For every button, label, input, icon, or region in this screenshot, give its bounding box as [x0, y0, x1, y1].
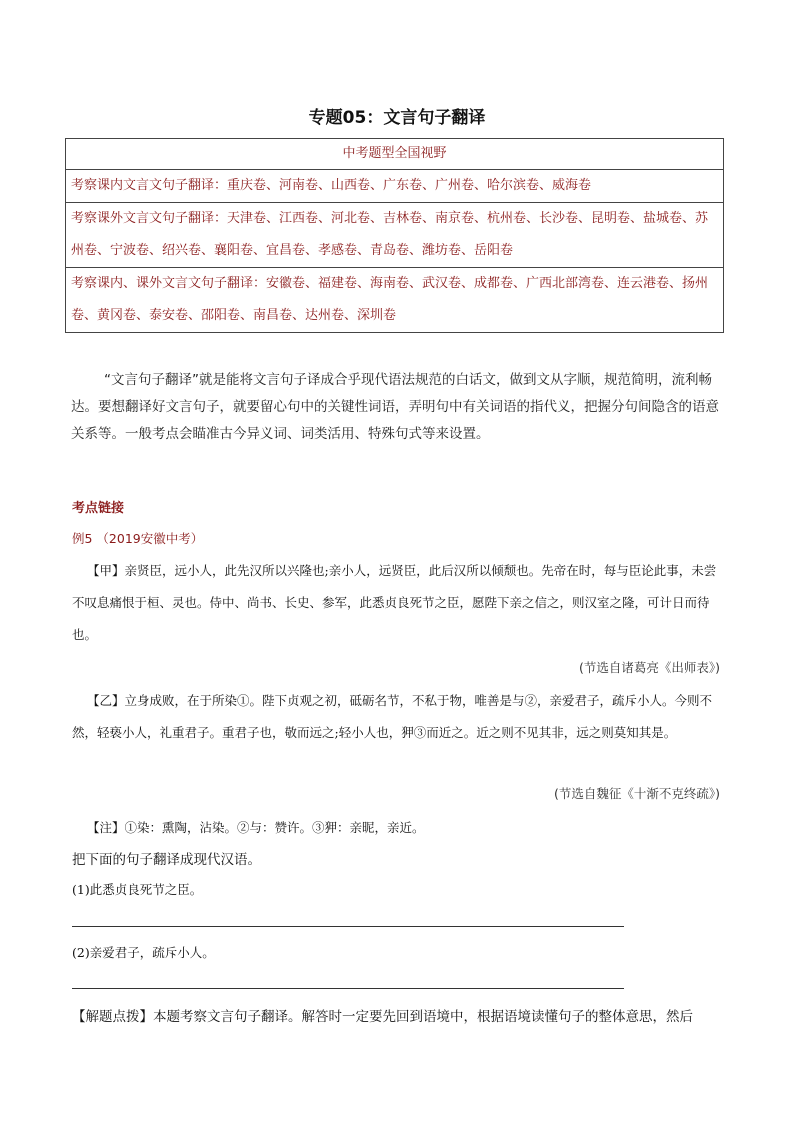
intro-paragraph: “文言句子翻译”就是能将文言句子译成合乎现代语法规范的白话文，做到文从字顺，规范简明，流利畅达。要想翻译好文言句子，就要留心句中的关键性词语，弄明句中有关词语的指代义，把握分句间隐含的语意关系等。一般考点会瞄准古今异义词、词类活用、特殊句式等来设置。: [71, 372, 719, 442]
table-cell: 考察课内、课外文言文句子翻译：安徽卷、福建卷、海南卷、武汉卷、成都卷、广西北部湾卷、连云港卷、扬州卷、黄冈卷、泰安卷、邵阳卷、南昌卷、达州卷、深圳卷: [66, 268, 724, 333]
table-header-cell: 中考题型全国视野: [66, 139, 724, 170]
passage-a-source: (节选自诸葛亮《出师表》): [578, 660, 720, 675]
passage-a: 【甲】亲贤臣，远小人，此先汉所以兴隆也;亲小人，远贤臣，此后汉所以倾颓也。先帝在时，每与臣论此事，未尝不叹息痛恨于桓、灵也。侍中、尚书、长史、参军，此悉贞良死节之臣，愿陛下亲之信之，则汉室之隆，可计日而待也。: [72, 563, 717, 642]
question-1: (1)此悉贞良死节之臣。: [72, 882, 203, 897]
question-2: (2)亲爱君子，疏斥小人。: [72, 945, 215, 960]
question-instruction: 把下面的句子翻译成现代汉语。: [72, 852, 261, 868]
exam-scope-table: [65, 138, 724, 333]
annotation-note: 【注】①染：熏陶，沾染。②与：赞许。③狎：亲昵，亲近。: [87, 820, 425, 835]
example-label: 例5 （2019安徽中考）: [72, 531, 204, 546]
table-row: [66, 139, 724, 170]
answer-line-2: [72, 988, 624, 989]
table-cell: 考察课外文言文句子翻译：天津卷、江西卷、河北卷、吉林卷、南京卷、杭州卷、长沙卷、昆明卷、盐城卷、苏州卷、宁波卷、绍兴卷、襄阳卷、宜昌卷、孝感卷、青岛卷、潍坊卷、岳阳卷: [66, 203, 724, 268]
table-row: [66, 170, 724, 203]
table-row: [66, 203, 724, 268]
table-cell: 考察课内文言文句子翻译：重庆卷、河南卷、山西卷、广东卷、广州卷、哈尔滨卷、威海卷: [66, 170, 724, 203]
page-title: 专题05：文言句子翻译: [308, 108, 486, 128]
analysis-paragraph: 【解题点拨】本题考察文言句子翻译。解答时一定要先回到语境中，根据语境读懂句子的整体意思，然后: [72, 1009, 693, 1025]
passage-b-source: (节选自魏征《十渐不克终疏》): [553, 786, 720, 801]
table-row: [66, 268, 724, 333]
answer-line-1: [72, 926, 624, 927]
passage-b: 【乙】立身成败，在于所染①。陛下贞观之初，砥砺名节，不私于物，唯善是与②，亲爱君子，疏斥小人。今则不然，轻亵小人，礼重君子。重君子也，敬而远之;轻小人也，狎③而近之。近之则不见其非，远之则莫知其是。: [72, 693, 713, 740]
section-heading: 考点链接: [72, 501, 125, 516]
